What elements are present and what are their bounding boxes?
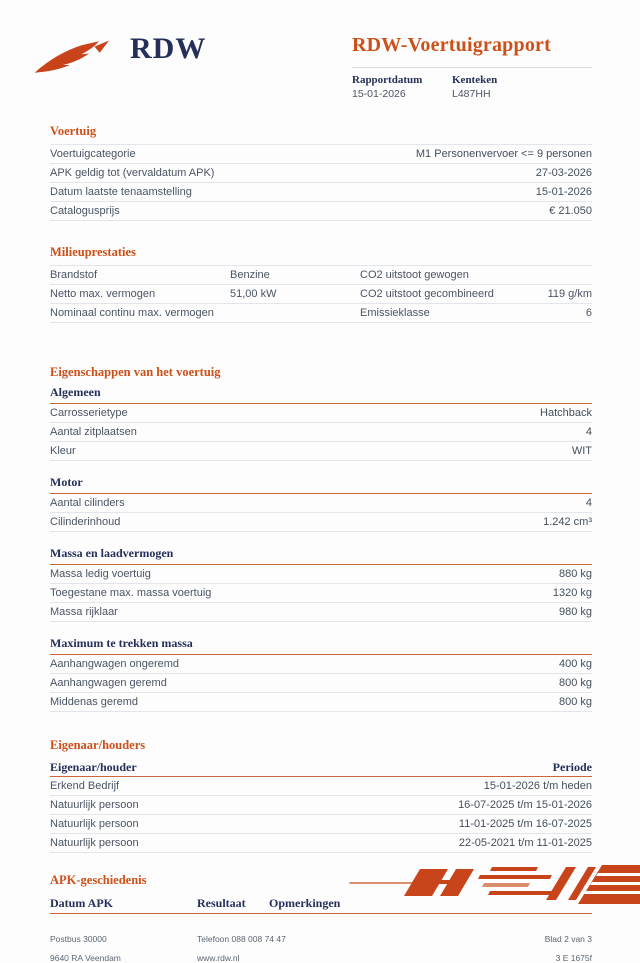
row-value: 800 kg xyxy=(558,696,592,708)
report-date-value: 15-01-2026 xyxy=(352,88,406,100)
owner-type: Natuurlijk persoon xyxy=(50,818,139,830)
column-header-resultaat: Resultaat xyxy=(197,895,246,910)
table-row xyxy=(50,655,592,674)
trekken-massa-rows xyxy=(50,655,592,712)
subsection-massa xyxy=(50,546,592,622)
table-row xyxy=(50,674,592,693)
row-value: 1.242 cm³ xyxy=(543,516,592,528)
owner-period: 15-01-2026 t/m heden xyxy=(483,780,592,792)
row-label: Aantal cilinders xyxy=(50,497,125,509)
row-label: Kleur xyxy=(50,445,76,457)
row-label: Nominaal continu max. vermogen xyxy=(50,307,214,319)
subsection-algemeen xyxy=(50,385,592,461)
table-row xyxy=(50,304,592,323)
table-row xyxy=(50,202,592,221)
row-value: 400 kg xyxy=(558,658,592,670)
page-footer xyxy=(50,934,592,963)
owner-type: Natuurlijk persoon xyxy=(50,837,139,849)
row-label: Datum laatste tenaamstelling xyxy=(50,186,192,198)
owner-type: Natuurlijk persoon xyxy=(50,799,139,811)
subsection-motor xyxy=(50,475,592,532)
table-row xyxy=(50,584,592,603)
table-row xyxy=(50,266,592,285)
row-label: Cilinderinhoud xyxy=(50,516,121,528)
row-label: Carrosserietype xyxy=(50,407,128,419)
footer-graphic xyxy=(340,860,640,906)
row-value: 800 kg xyxy=(558,677,592,689)
table-row xyxy=(50,834,592,853)
row-value: WIT xyxy=(571,445,592,457)
footer-phone: Telefoon 088 008 74 47 xyxy=(197,934,286,944)
section-eigenschappen xyxy=(50,365,592,712)
column-header-period: Periode xyxy=(552,759,592,774)
license-plate-label: Kenteken xyxy=(452,74,498,86)
footer-address-line1: Postbus 30000 xyxy=(50,934,107,944)
rdw-logo xyxy=(30,24,206,80)
row-label: Massa ledig voertuig xyxy=(50,568,151,580)
report-title-block xyxy=(352,24,592,100)
footer-website-link[interactable]: www.rdw.nl xyxy=(197,953,240,963)
section-eigenaar-houders xyxy=(50,738,592,853)
column-header-owner: Eigenaar/houder xyxy=(50,759,137,774)
row-label: CO2 uitstoot gewogen xyxy=(360,269,469,281)
row-label: Brandstof xyxy=(50,269,98,281)
row-value: 6 xyxy=(585,307,592,319)
section-title-apk-geschiedenis: APK-geschiedenis xyxy=(50,873,147,887)
page-title: RDW-Voertuigrapport xyxy=(352,34,551,56)
section-title-voertuig: Voertuig xyxy=(50,124,97,138)
row-label: Aantal zitplaatsen xyxy=(50,426,137,438)
section-voertuig xyxy=(50,124,592,221)
rdw-wordmark: RDW xyxy=(130,32,207,65)
owner-period: 22-05-2021 t/m 11-01-2025 xyxy=(458,837,592,849)
massa-rows xyxy=(50,565,592,622)
table-row xyxy=(50,565,592,584)
row-label: CO2 uitstoot gecombineerd xyxy=(360,288,494,300)
table-row xyxy=(50,603,592,622)
subsection-trekken-massa xyxy=(50,636,592,712)
owner-period: 16-07-2025 t/m 15-01-2026 xyxy=(458,799,592,811)
row-label: Aanhangwagen geremd xyxy=(50,677,167,689)
motor-rows xyxy=(50,494,592,532)
table-row xyxy=(50,513,592,532)
owner-type: Erkend Bedrijf xyxy=(50,780,120,792)
section-title-eigenschappen: Eigenschappen van het voertuig xyxy=(50,365,221,379)
row-label: Voertuigcategorie xyxy=(50,148,136,160)
row-value: 4 xyxy=(585,426,592,438)
table-row xyxy=(50,442,592,461)
footer-page-indicator: Blad 2 van 3 xyxy=(544,934,592,944)
section-title-eigenaar-houders: Eigenaar/houders xyxy=(50,738,146,752)
voertuig-rows xyxy=(50,144,592,221)
section-milieuprestaties xyxy=(50,245,592,323)
row-value: 4 xyxy=(585,497,592,509)
subsection-title-algemeen: Algemeen xyxy=(50,385,592,404)
table-row xyxy=(50,494,592,513)
row-value: 15-01-2026 xyxy=(535,186,592,198)
owner-rows xyxy=(50,777,592,853)
row-value: 980 kg xyxy=(558,606,592,618)
row-value: M1 Personenvervoer <= 9 personen xyxy=(415,148,592,160)
row-label: Catalogusprijs xyxy=(50,205,120,217)
row-label: Aanhangwagen ongeremd xyxy=(50,658,180,670)
row-label: Toegestane max. massa voertuig xyxy=(50,587,212,599)
footer-address-line2: 9640 RA Veendam xyxy=(50,953,121,963)
row-value: 51,00 kW xyxy=(230,288,277,300)
table-row xyxy=(50,285,592,304)
subsection-title-trekken-massa: Maximum te trekken massa xyxy=(50,636,592,655)
row-value: 119 g/km xyxy=(547,288,592,300)
table-row xyxy=(50,404,592,423)
column-header-opmerkingen: Opmerkingen xyxy=(269,895,341,910)
row-value: € 21.050 xyxy=(549,205,592,217)
row-value: 1320 kg xyxy=(552,587,592,599)
report-meta xyxy=(352,67,592,100)
table-row xyxy=(50,777,592,796)
table-row xyxy=(50,815,592,834)
report-date-label: Rapportdatum xyxy=(352,74,423,86)
table-row xyxy=(50,796,592,815)
table-row xyxy=(50,423,592,442)
footer-form-code: 3 E 1675f xyxy=(555,953,592,963)
row-label: Emissieklasse xyxy=(360,307,430,319)
subsection-title-motor: Motor xyxy=(50,475,592,494)
table-row xyxy=(50,183,592,202)
row-label: Middenas geremd xyxy=(50,696,139,708)
row-label: Massa rijklaar xyxy=(50,606,118,618)
row-value: 27-03-2026 xyxy=(535,167,592,179)
subsection-title-massa: Massa en laadvermogen xyxy=(50,546,592,565)
table-row xyxy=(50,693,592,712)
table-row xyxy=(50,145,592,164)
section-title-milieuprestaties: Milieuprestaties xyxy=(50,245,136,259)
report-header xyxy=(50,24,592,110)
owner-period: 11-01-2025 t/m 16-07-2025 xyxy=(458,818,592,830)
milieu-rows xyxy=(50,265,592,323)
rdw-feather-icon xyxy=(30,24,122,80)
owner-table-header xyxy=(50,758,592,777)
row-value: Hatchback xyxy=(540,407,592,419)
column-header-datum-apk: Datum APK xyxy=(50,895,113,910)
table-row xyxy=(50,164,592,183)
row-value: 880 kg xyxy=(558,568,592,580)
row-value: Benzine xyxy=(230,269,270,281)
license-plate-value: L487HH xyxy=(452,88,491,100)
row-label: Netto max. vermogen xyxy=(50,288,156,300)
row-label: APK geldig tot (vervaldatum APK) xyxy=(50,167,215,179)
algemeen-rows xyxy=(50,404,592,461)
